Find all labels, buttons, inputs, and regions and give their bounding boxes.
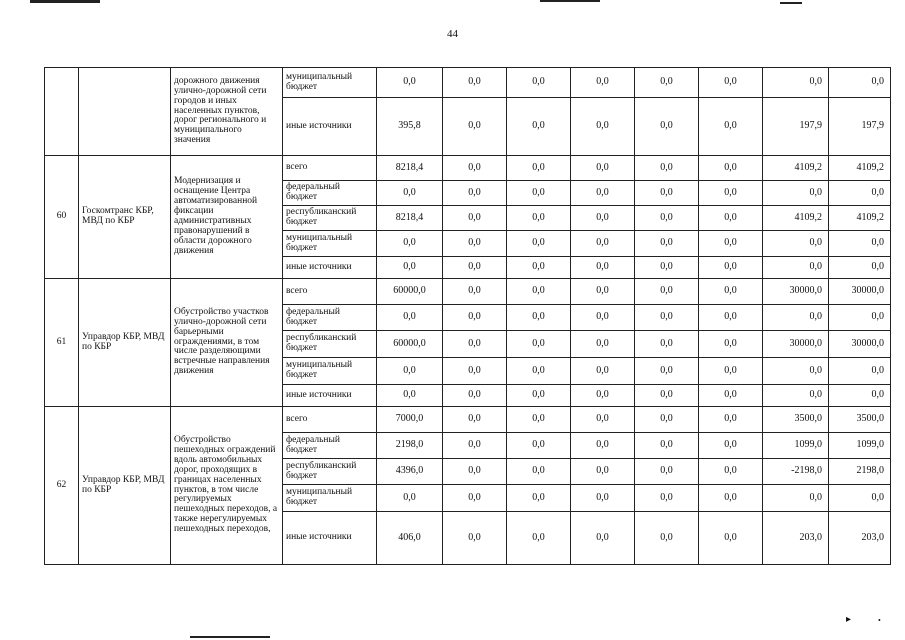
amount-cell: 30000,0 bbox=[763, 279, 829, 305]
amount-cell: 0,0 bbox=[699, 512, 763, 565]
funding-source: муниципальный бюджет bbox=[283, 485, 377, 512]
amount-cell: 0,0 bbox=[571, 407, 635, 433]
amount-cell: 3500,0 bbox=[829, 407, 891, 433]
executor-cell: Управдор КБР, МВД по КБР bbox=[79, 407, 171, 565]
measure-description: дорожного движения улично-дорожной сети городов и иных населенных пунктов, дорог регионального и муниципального значения bbox=[171, 68, 283, 156]
amount-cell: 0,0 bbox=[443, 305, 507, 331]
amount-cell: 0,0 bbox=[635, 279, 699, 305]
amount-cell: 0,0 bbox=[507, 68, 571, 98]
amount-cell: 0,0 bbox=[507, 459, 571, 485]
table-row bbox=[45, 156, 891, 181]
amount-cell: 0,0 bbox=[377, 68, 443, 98]
row-number: 62 bbox=[45, 407, 79, 565]
amount-cell: 0,0 bbox=[635, 407, 699, 433]
amount-cell: 0,0 bbox=[571, 279, 635, 305]
amount-cell: 3500,0 bbox=[763, 407, 829, 433]
amount-cell: 0,0 bbox=[571, 231, 635, 257]
amount-cell: 0,0 bbox=[507, 231, 571, 257]
amount-cell: 0,0 bbox=[635, 181, 699, 206]
measure-description: Модернизация и оснащение Центра автоматизированной фиксации административных правонарушений в области дорожного движения bbox=[171, 156, 283, 279]
amount-cell: 0,0 bbox=[507, 512, 571, 565]
amount-cell: 0,0 bbox=[763, 68, 829, 98]
amount-cell: 0,0 bbox=[635, 257, 699, 279]
amount-cell: 2198,0 bbox=[829, 459, 891, 485]
amount-cell: 203,0 bbox=[763, 512, 829, 565]
scan-artifact bbox=[540, 0, 600, 2]
amount-cell: 0,0 bbox=[635, 331, 699, 358]
scan-artifact bbox=[30, 0, 100, 3]
amount-cell: 0,0 bbox=[377, 257, 443, 279]
scan-artifact: ▸ bbox=[846, 614, 852, 625]
amount-cell: 0,0 bbox=[829, 68, 891, 98]
amount-cell: 0,0 bbox=[763, 358, 829, 385]
funding-source: федеральный бюджет bbox=[283, 305, 377, 331]
amount-cell: 30000,0 bbox=[763, 331, 829, 358]
amount-cell: 1099,0 bbox=[829, 433, 891, 459]
funding-source: муниципальный бюджет bbox=[283, 358, 377, 385]
amount-cell: 7000,0 bbox=[377, 407, 443, 433]
amount-cell: 0,0 bbox=[571, 433, 635, 459]
amount-cell: 30000,0 bbox=[829, 331, 891, 358]
amount-cell: 0,0 bbox=[507, 485, 571, 512]
amount-cell: 0,0 bbox=[443, 279, 507, 305]
amount-cell: 0,0 bbox=[507, 433, 571, 459]
amount-cell: 0,0 bbox=[507, 331, 571, 358]
amount-cell: 0,0 bbox=[635, 68, 699, 98]
amount-cell: 0,0 bbox=[571, 98, 635, 156]
amount-cell: 0,0 bbox=[507, 385, 571, 407]
funding-source: федеральный бюджет bbox=[283, 181, 377, 206]
amount-cell: 0,0 bbox=[571, 305, 635, 331]
row-number: 61 bbox=[45, 279, 79, 407]
amount-cell: 0,0 bbox=[571, 485, 635, 512]
funding-source: федеральный бюджет bbox=[283, 433, 377, 459]
amount-cell: -2198,0 bbox=[763, 459, 829, 485]
amount-cell: 0,0 bbox=[635, 385, 699, 407]
amount-cell: 0,0 bbox=[699, 358, 763, 385]
amount-cell: 1099,0 bbox=[763, 433, 829, 459]
executor-cell: Госкомтранс КБР, МВД по КБР bbox=[79, 156, 171, 279]
table-row bbox=[45, 279, 891, 305]
amount-cell: 0,0 bbox=[571, 358, 635, 385]
amount-cell: 0,0 bbox=[699, 231, 763, 257]
amount-cell: 0,0 bbox=[443, 459, 507, 485]
amount-cell: 0,0 bbox=[571, 156, 635, 181]
amount-cell: 0,0 bbox=[377, 181, 443, 206]
table-row bbox=[45, 68, 891, 98]
amount-cell: 0,0 bbox=[443, 156, 507, 181]
amount-cell: 0,0 bbox=[377, 485, 443, 512]
amount-cell: 0,0 bbox=[377, 385, 443, 407]
amount-cell: 0,0 bbox=[635, 156, 699, 181]
amount-cell: 0,0 bbox=[443, 512, 507, 565]
amount-cell: 30000,0 bbox=[829, 279, 891, 305]
funding-source: муниципальный бюджет bbox=[283, 231, 377, 257]
amount-cell: 395,8 bbox=[377, 98, 443, 156]
amount-cell: 0,0 bbox=[377, 305, 443, 331]
amount-cell: 0,0 bbox=[443, 257, 507, 279]
amount-cell: 60000,0 bbox=[377, 331, 443, 358]
scan-artifact: • bbox=[878, 616, 881, 625]
amount-cell: 0,0 bbox=[763, 385, 829, 407]
amount-cell: 0,0 bbox=[507, 156, 571, 181]
amount-cell: 0,0 bbox=[829, 305, 891, 331]
amount-cell: 0,0 bbox=[699, 305, 763, 331]
page-number: 44 bbox=[447, 28, 458, 40]
funding-source: иные источники bbox=[283, 512, 377, 565]
amount-cell: 0,0 bbox=[507, 98, 571, 156]
budget-table bbox=[44, 67, 891, 565]
amount-cell: 0,0 bbox=[635, 231, 699, 257]
amount-cell: 0,0 bbox=[507, 206, 571, 231]
amount-cell: 0,0 bbox=[635, 433, 699, 459]
amount-cell: 2198,0 bbox=[377, 433, 443, 459]
amount-cell: 60000,0 bbox=[377, 279, 443, 305]
funding-source: республиканский бюджет bbox=[283, 459, 377, 485]
amount-cell: 0,0 bbox=[829, 231, 891, 257]
amount-cell: 0,0 bbox=[507, 358, 571, 385]
measure-description: Обустройство участков улично-дорожной сети барьерными ограждениями, в том числе разделяющими встречные направления движения bbox=[171, 279, 283, 407]
amount-cell: 8218,4 bbox=[377, 206, 443, 231]
funding-source: иные источники bbox=[283, 385, 377, 407]
amount-cell: 0,0 bbox=[635, 305, 699, 331]
amount-cell: 0,0 bbox=[507, 181, 571, 206]
amount-cell: 0,0 bbox=[443, 407, 507, 433]
funding-source: республиканский бюджет bbox=[283, 331, 377, 358]
amount-cell: 0,0 bbox=[377, 231, 443, 257]
amount-cell: 0,0 bbox=[635, 459, 699, 485]
amount-cell: 0,0 bbox=[571, 68, 635, 98]
amount-cell: 0,0 bbox=[829, 485, 891, 512]
amount-cell: 0,0 bbox=[443, 68, 507, 98]
amount-cell: 0,0 bbox=[635, 98, 699, 156]
amount-cell: 0,0 bbox=[699, 206, 763, 231]
amount-cell: 0,0 bbox=[763, 231, 829, 257]
amount-cell: 0,0 bbox=[699, 68, 763, 98]
amount-cell: 0,0 bbox=[507, 279, 571, 305]
funding-source: иные источники bbox=[283, 98, 377, 156]
amount-cell: 0,0 bbox=[443, 385, 507, 407]
amount-cell: 0,0 bbox=[829, 358, 891, 385]
amount-cell: 0,0 bbox=[829, 257, 891, 279]
amount-cell: 4109,2 bbox=[763, 206, 829, 231]
amount-cell: 0,0 bbox=[699, 485, 763, 512]
funding-source: иные источники bbox=[283, 257, 377, 279]
amount-cell: 0,0 bbox=[571, 512, 635, 565]
amount-cell: 0,0 bbox=[377, 358, 443, 385]
amount-cell: 203,0 bbox=[829, 512, 891, 565]
amount-cell: 4109,2 bbox=[829, 156, 891, 181]
amount-cell: 0,0 bbox=[699, 385, 763, 407]
amount-cell: 0,0 bbox=[635, 485, 699, 512]
amount-cell: 0,0 bbox=[699, 98, 763, 156]
amount-cell: 0,0 bbox=[763, 485, 829, 512]
funding-source: всего bbox=[283, 279, 377, 305]
amount-cell: 0,0 bbox=[443, 206, 507, 231]
amount-cell: 0,0 bbox=[763, 181, 829, 206]
amount-cell: 4109,2 bbox=[763, 156, 829, 181]
amount-cell: 0,0 bbox=[571, 385, 635, 407]
amount-cell: 0,0 bbox=[507, 257, 571, 279]
amount-cell: 0,0 bbox=[443, 485, 507, 512]
scan-artifact bbox=[780, 2, 802, 4]
amount-cell: 0,0 bbox=[829, 385, 891, 407]
amount-cell: 0,0 bbox=[829, 181, 891, 206]
scan-artifact bbox=[190, 636, 270, 638]
amount-cell: 0,0 bbox=[443, 98, 507, 156]
amount-cell: 0,0 bbox=[699, 433, 763, 459]
executor-cell: Управдор КБР, МВД по КБР bbox=[79, 279, 171, 407]
amount-cell: 197,9 bbox=[829, 98, 891, 156]
amount-cell: 0,0 bbox=[443, 358, 507, 385]
amount-cell: 0,0 bbox=[443, 433, 507, 459]
amount-cell: 4396,0 bbox=[377, 459, 443, 485]
amount-cell: 406,0 bbox=[377, 512, 443, 565]
amount-cell: 0,0 bbox=[699, 156, 763, 181]
amount-cell: 0,0 bbox=[571, 206, 635, 231]
row-number bbox=[45, 68, 79, 156]
amount-cell: 0,0 bbox=[699, 257, 763, 279]
funding-source: всего bbox=[283, 156, 377, 181]
amount-cell: 0,0 bbox=[699, 459, 763, 485]
funding-source: муниципальный бюджет bbox=[283, 68, 377, 98]
amount-cell: 197,9 bbox=[763, 98, 829, 156]
amount-cell: 0,0 bbox=[571, 181, 635, 206]
amount-cell: 0,0 bbox=[507, 407, 571, 433]
amount-cell: 0,0 bbox=[763, 305, 829, 331]
funding-source: республиканский бюджет bbox=[283, 206, 377, 231]
amount-cell: 0,0 bbox=[443, 231, 507, 257]
amount-cell: 0,0 bbox=[571, 331, 635, 358]
amount-cell: 0,0 bbox=[635, 512, 699, 565]
amount-cell: 4109,2 bbox=[829, 206, 891, 231]
amount-cell: 0,0 bbox=[635, 206, 699, 231]
amount-cell: 0,0 bbox=[763, 257, 829, 279]
amount-cell: 0,0 bbox=[699, 181, 763, 206]
amount-cell: 0,0 bbox=[571, 257, 635, 279]
measure-description: Обустройство пешеходных ограждений вдоль автомобильных дорог, проходящих в границах населенных пунктов, в том числе регулируемых пешеходных переходов, а также нерегулируемых пешеходных переходов, bbox=[171, 407, 283, 565]
table-row bbox=[45, 407, 891, 433]
amount-cell: 0,0 bbox=[507, 305, 571, 331]
amount-cell: 0,0 bbox=[571, 459, 635, 485]
amount-cell: 0,0 bbox=[699, 279, 763, 305]
amount-cell: 0,0 bbox=[443, 181, 507, 206]
amount-cell: 0,0 bbox=[635, 358, 699, 385]
executor-cell bbox=[79, 68, 171, 156]
row-number: 60 bbox=[45, 156, 79, 279]
amount-cell: 0,0 bbox=[699, 331, 763, 358]
amount-cell: 0,0 bbox=[699, 407, 763, 433]
funding-source: всего bbox=[283, 407, 377, 433]
amount-cell: 8218,4 bbox=[377, 156, 443, 181]
amount-cell: 0,0 bbox=[443, 331, 507, 358]
